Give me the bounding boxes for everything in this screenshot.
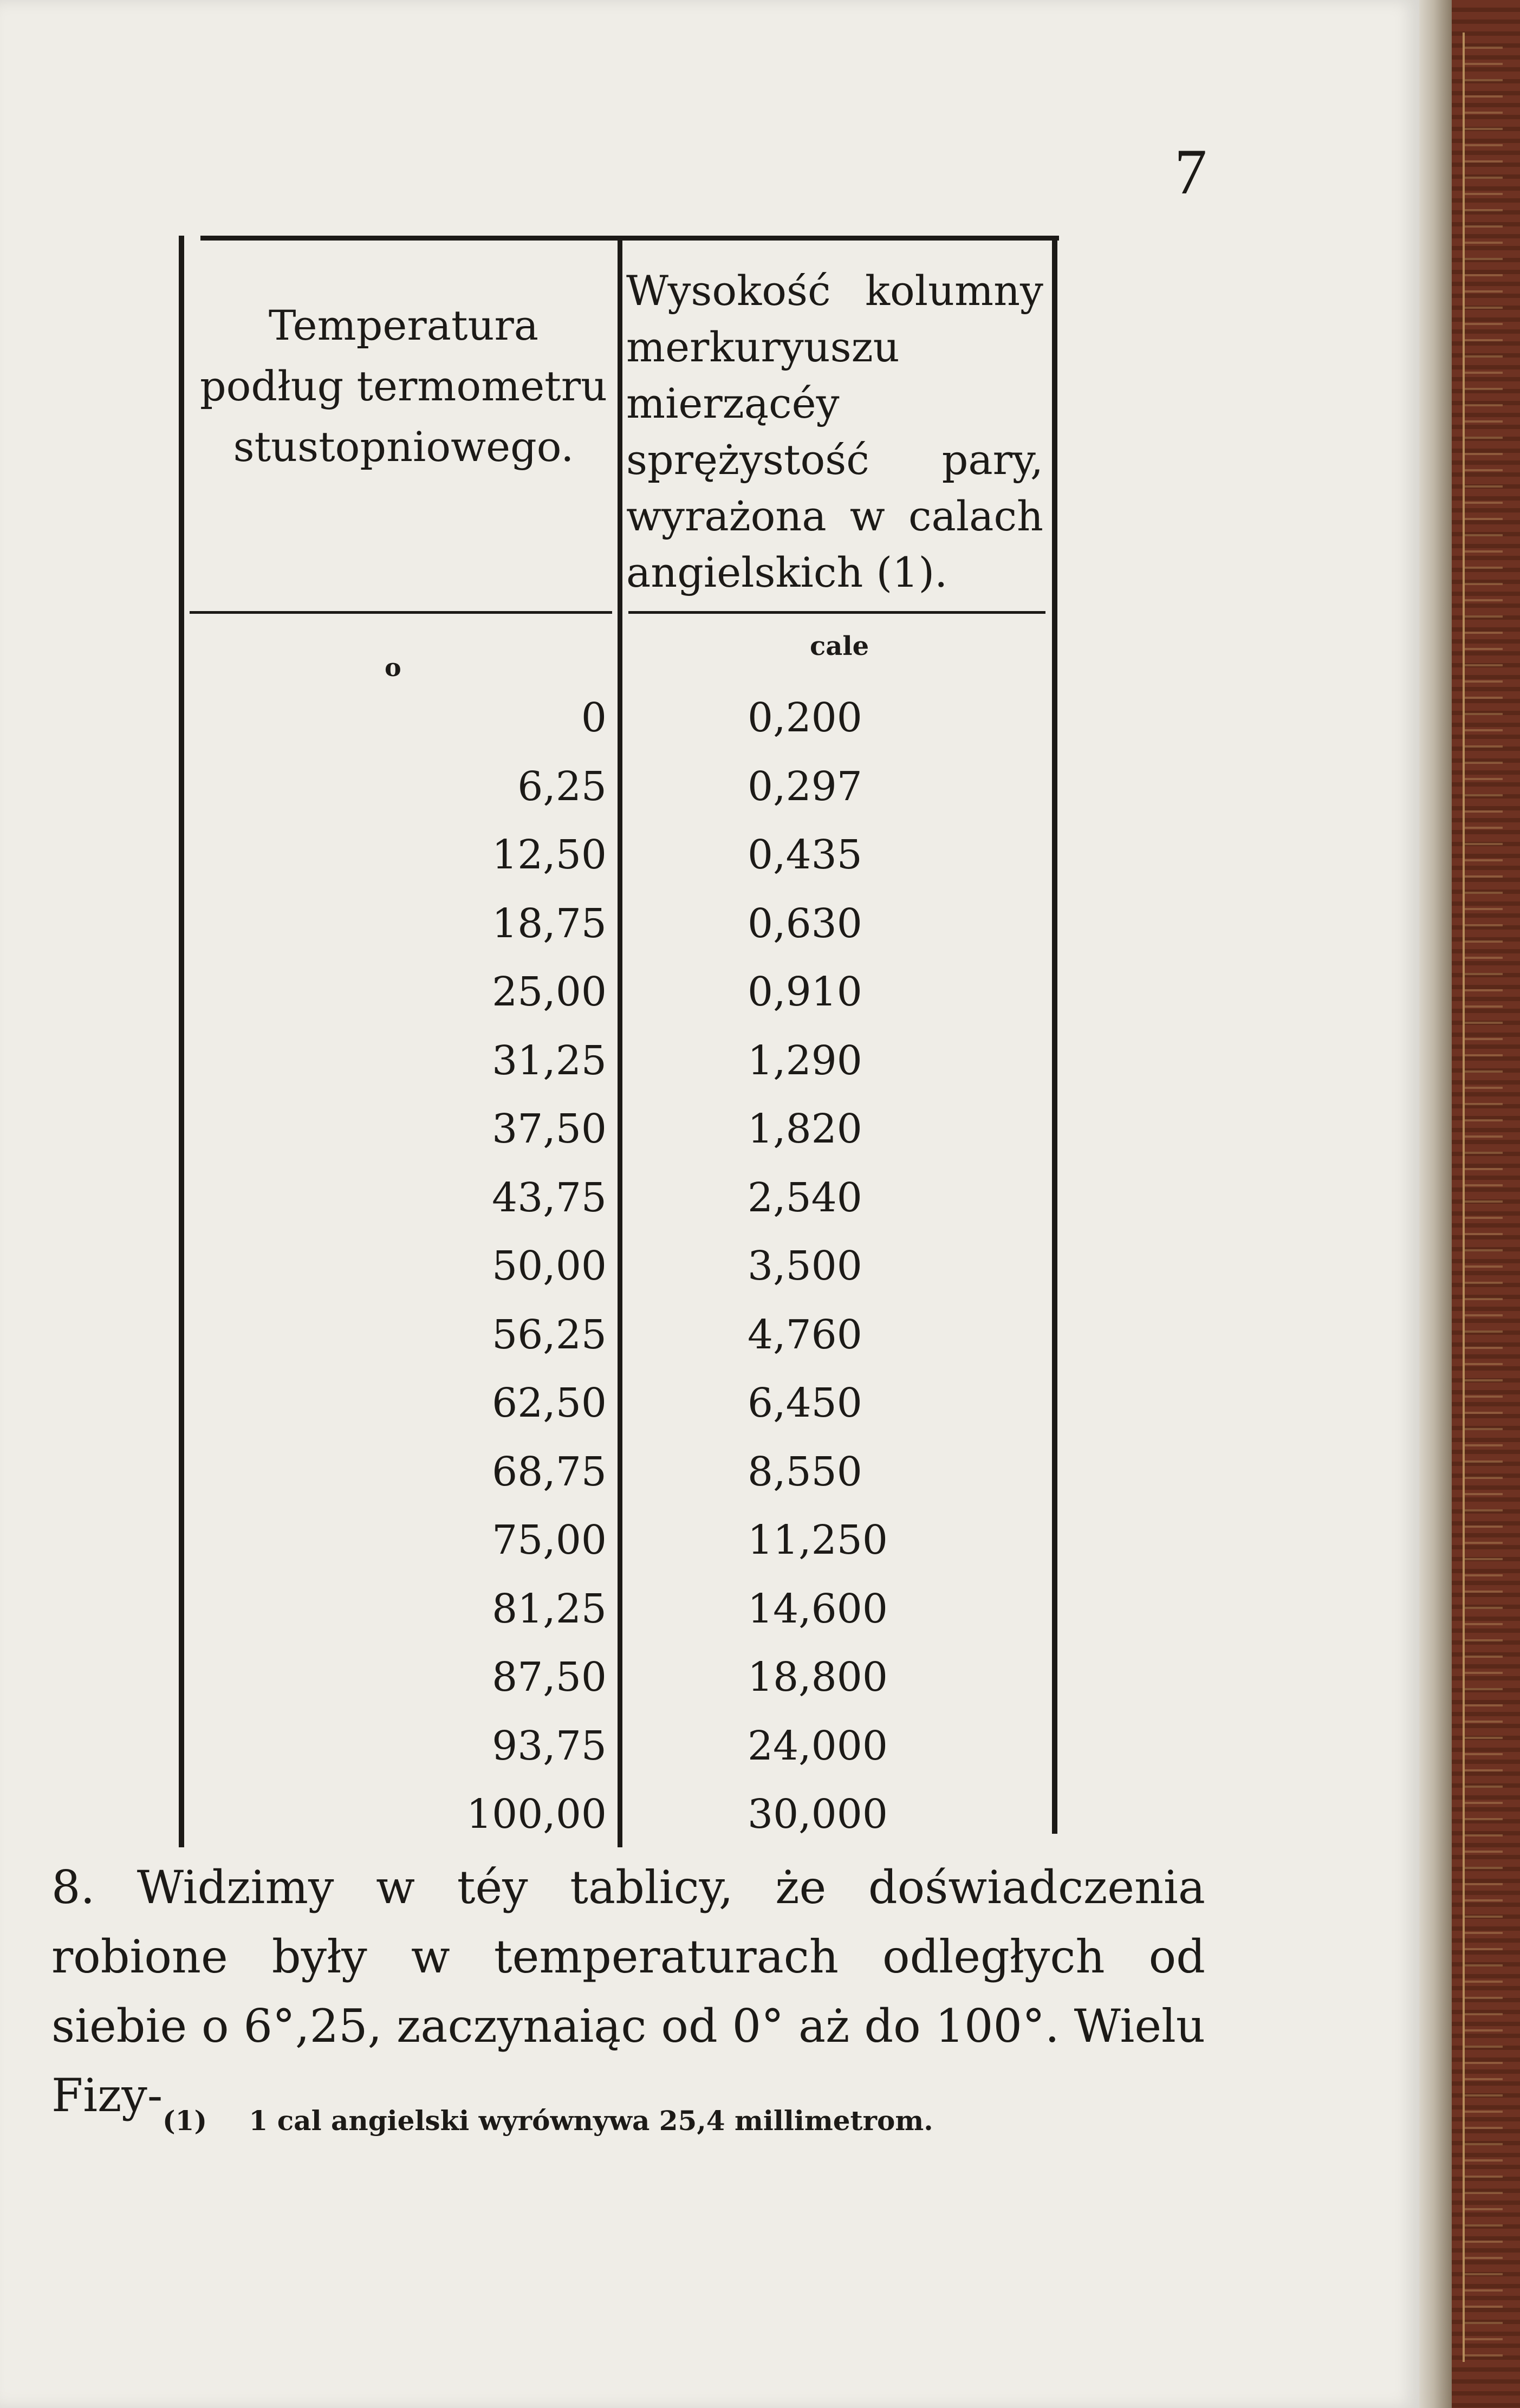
temperature-cell: 31,25 [492,1037,607,1084]
height-cell: 30,000 [748,1791,888,1838]
table-row [179,1102,1059,1171]
temperature-cell: 25,00 [492,969,607,1015]
footnote [163,2105,1138,2137]
header-temperature: Temperatura podług termometru stustopniowego. [200,301,607,471]
height-cell: 4,760 [748,1311,862,1358]
height-cell: 8,550 [748,1448,862,1495]
table-row [179,965,1059,1034]
header-column-height: Wysokość kolumny merkuryuszu mierzącéy sprężystość pary, wyrażona w calach angielskich (1). [626,267,1043,596]
height-cell: 24,000 [748,1722,888,1769]
temperature-cell: 6,25 [517,763,607,810]
page-edges [1419,0,1452,2408]
temperature-cell: 100,00 [466,1791,607,1838]
table-row [179,1650,1059,1719]
height-cell: 2,540 [748,1174,862,1221]
table-top-rule [200,236,1059,241]
temperature-cell: 56,25 [492,1311,607,1358]
temperature-cell: 18,75 [492,900,607,947]
height-cell: 0,630 [748,900,862,947]
steam-pressure-table [179,230,1059,1847]
height-cell: 0,435 [748,832,862,878]
table-row [179,1308,1059,1377]
temperature-cell: 43,75 [492,1174,607,1221]
page-number: 7 [1174,135,1207,207]
footnote-mark: (1) [163,2105,207,2137]
height-cell: 1,290 [748,1037,862,1084]
table-row [179,1445,1059,1514]
footnote-text: 1 cal angielski wyrównywa 25,4 millimetrom. [249,2105,933,2137]
height-cell: 18,800 [748,1654,888,1700]
cover-ornament [1463,33,1503,2362]
temperature-cell: 12,50 [492,832,607,878]
unit-inches: cale [810,631,869,661]
unit-degrees: o [385,653,401,682]
table-body [179,691,1059,1856]
table-row [179,1034,1059,1102]
height-cell: 14,600 [748,1585,888,1632]
temperature-cell: 93,75 [492,1722,607,1769]
height-cell: 11,250 [748,1517,888,1563]
temperature-cell: 37,50 [492,1106,607,1152]
temperature-cell: 87,50 [492,1654,607,1700]
temperature-cell: 81,25 [492,1585,607,1632]
header-rule-right [628,611,1045,614]
height-cell: 3,500 [748,1243,862,1289]
paragraph-text: 8. Widzimy w téy tablicy, że doświadczenia robione były w temperaturach odległych od siebie o 6°,25, zaczynaiąc od 0° aż do 100°. Wielu Fizy- [51,1861,1205,2122]
temperature-cell: 50,00 [492,1243,607,1289]
table-row [179,828,1059,897]
table-row [179,897,1059,965]
table-row [179,691,1059,760]
table-row [179,760,1059,828]
height-cell: 0,910 [748,969,862,1015]
height-cell: 0,200 [748,695,862,741]
height-cell: 1,820 [748,1106,862,1152]
table-row [179,1171,1059,1239]
height-cell: 0,297 [748,763,862,810]
table-row [179,1239,1059,1308]
header-rule-left [190,611,612,614]
table-row [179,1787,1059,1856]
table-row [179,1719,1059,1788]
table-row [179,1582,1059,1651]
table-row [179,1376,1059,1445]
height-cell: 6,450 [748,1380,862,1426]
paragraph-8 [51,1853,1205,2130]
temperature-cell: 75,00 [492,1517,607,1563]
temperature-cell: 62,50 [492,1380,607,1426]
temperature-cell: 0 [581,695,607,741]
temperature-cell: 68,75 [492,1448,607,1495]
table-row [179,1513,1059,1582]
